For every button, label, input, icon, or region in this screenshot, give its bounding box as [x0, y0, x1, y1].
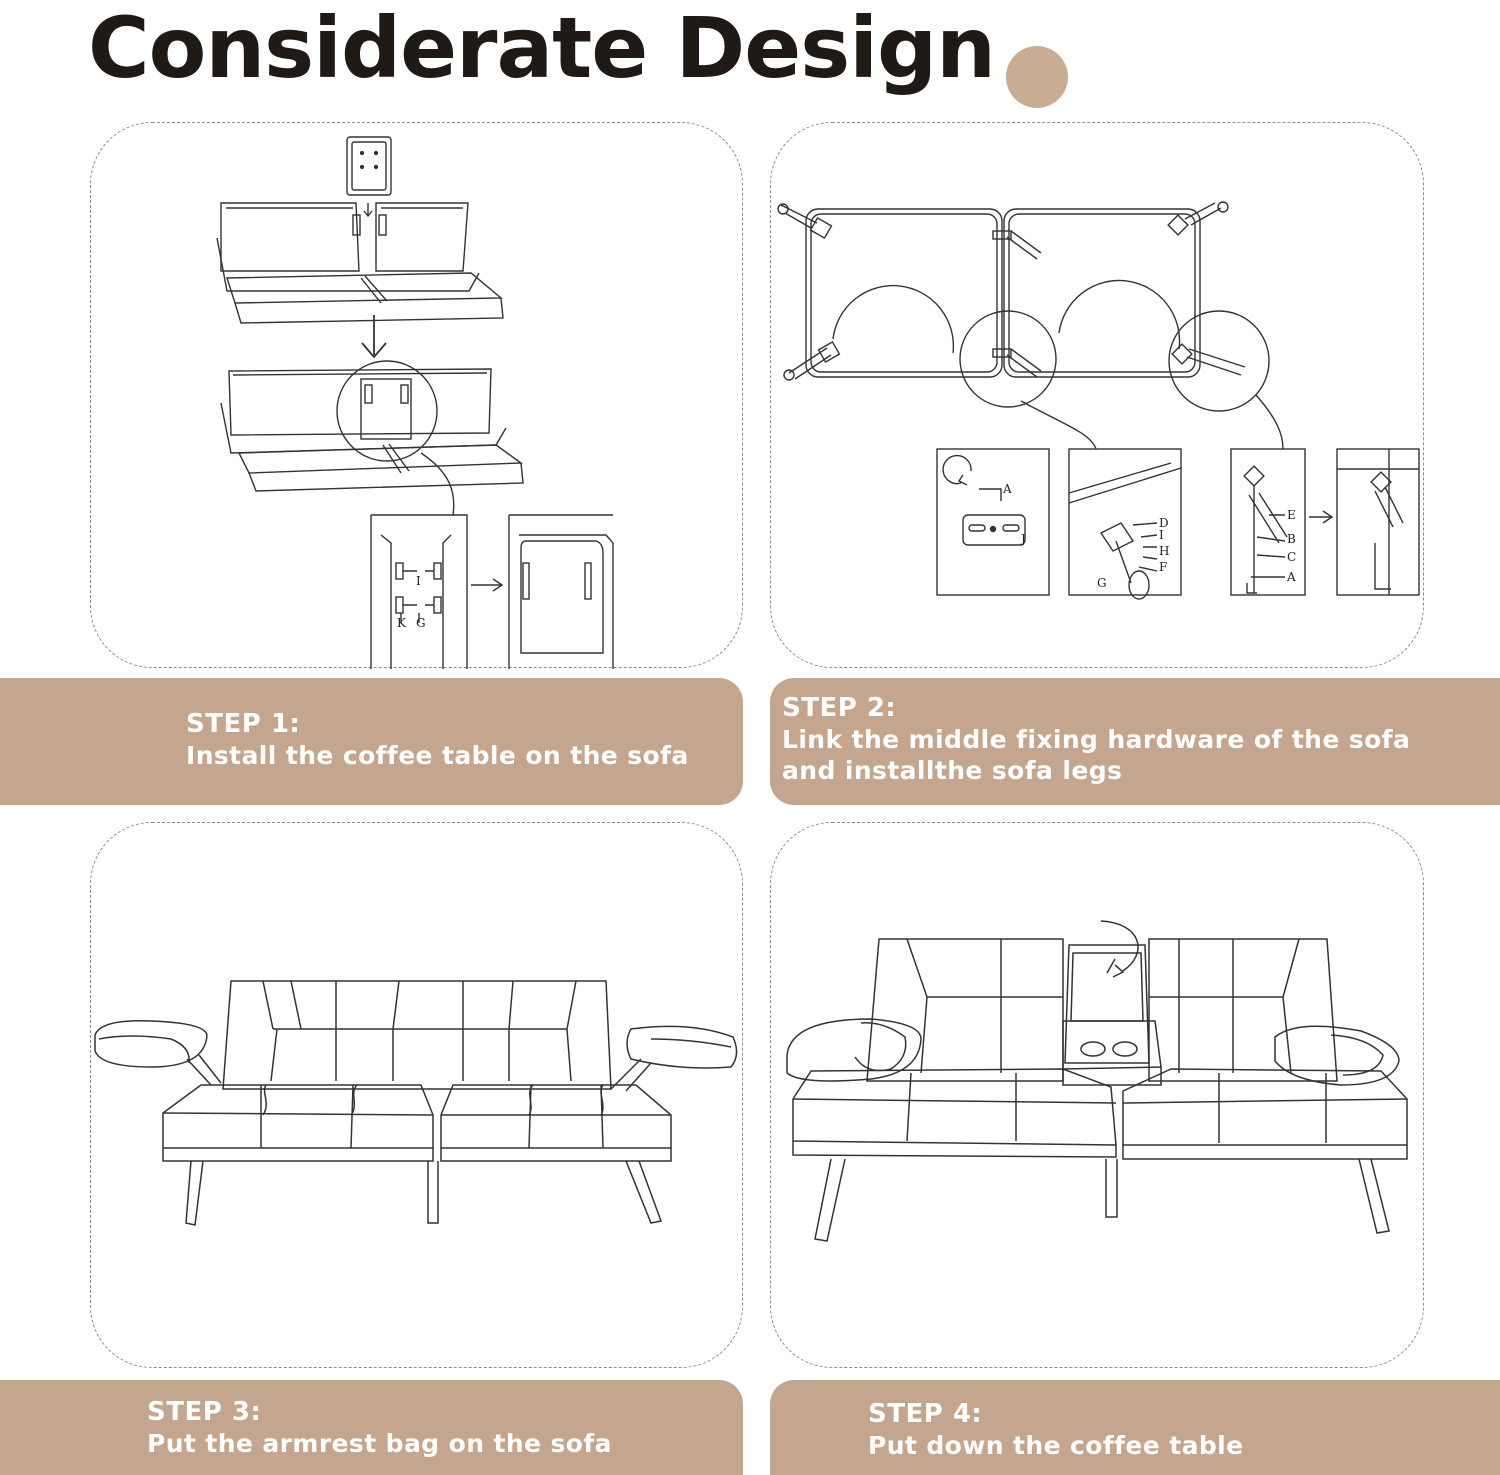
- label-D-step2: D: [1159, 516, 1169, 530]
- label-A2-step2: A: [1287, 570, 1296, 584]
- page-title: Considerate Design: [88, 0, 995, 97]
- step1-title: STEP 1:: [186, 709, 301, 739]
- step3-title: STEP 3:: [147, 1397, 262, 1427]
- step2-diagram: [771, 123, 1425, 669]
- step4-banner: [770, 1380, 1500, 1475]
- label-I: I: [416, 574, 421, 588]
- step4-title: STEP 4:: [868, 1399, 983, 1429]
- step4-diagram: [771, 823, 1425, 1369]
- step4-description: Put down the coffee table: [868, 1431, 1244, 1460]
- step3-description: Put the armrest bag on the sofa: [147, 1429, 612, 1458]
- label-G: G: [416, 616, 426, 630]
- label-H-step2: H: [1159, 544, 1170, 558]
- label-B-step2: B: [1287, 532, 1296, 546]
- step4-diagram-panel: [770, 822, 1424, 1368]
- step1-diagram-panel: [90, 122, 743, 668]
- step1-description: Install the coffee table on the sofa: [186, 741, 689, 770]
- label-C-step2: C: [1287, 550, 1297, 564]
- step2-banner: [770, 678, 1500, 805]
- step2-description: Link the middle fixing hardware of the sofa and installthe sofa legs: [782, 725, 1411, 785]
- label-E-step2: E: [1287, 508, 1296, 522]
- label-I-step2: I: [1159, 528, 1164, 542]
- title-accent-dot: [1006, 46, 1068, 108]
- label-J-step2: J: [1021, 532, 1026, 546]
- step2-diagram-panel: [770, 122, 1424, 668]
- step3-diagram-panel: [90, 822, 743, 1368]
- step3-diagram: [91, 823, 744, 1369]
- label-A-step2: A: [1003, 482, 1012, 496]
- label-G-step2: G: [1097, 576, 1107, 590]
- label-F-step2: F: [1159, 560, 1168, 574]
- step1-banner: [0, 678, 743, 805]
- step2-title: STEP 2:: [782, 693, 897, 723]
- label-K: K: [397, 616, 406, 630]
- step3-banner: [0, 1380, 743, 1475]
- step1-diagram: [91, 123, 744, 669]
